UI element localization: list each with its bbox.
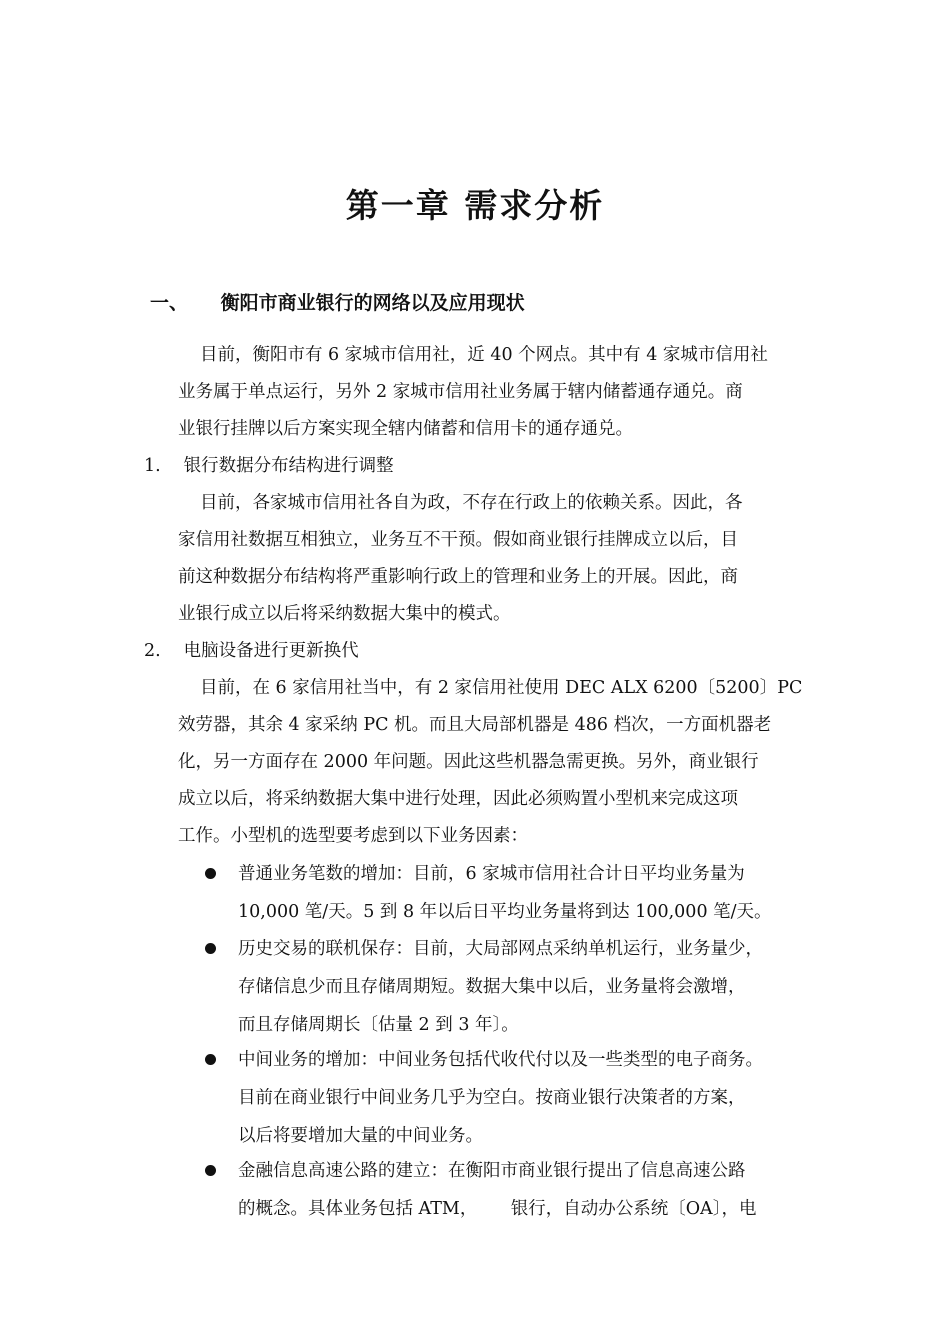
bullet-text: 普通业务笔数的增加：目前，6 家城市信用社合计日平均业务量为 (238, 864, 745, 884)
paragraph-line: 目前，各家城市信用社各自为政，不存在行政上的依赖关系。因此，各 (200, 493, 743, 513)
bullet-line: 的概念。具体业务包括 ATM， 银行，自动办公系统〔OA〕，电 (238, 1199, 757, 1219)
bullet-text: 历史交易的联机保存：目前，大局部网点采纳单机运行，业务量少， (238, 939, 763, 959)
paragraph-line: 工作。小型机的选型要考虑到以下业务因素： (178, 826, 528, 846)
item-number: 2. (144, 641, 161, 661)
bullet-line: 10,000 笔/天。5 到 8 年以后日平均业务量将到达 100,000 笔/天。 (238, 902, 772, 922)
bullet-item (202, 855, 822, 931)
paragraph-line: 业银行成立以后将采纳数据大集中的模式。 (178, 604, 511, 624)
paragraph-line: 业务属于单点运行，另外 2 家城市信用社业务属于辖内储蓄通存通兑。商 (178, 382, 743, 402)
item-title: 银行数据分布结构进行调整 (183, 456, 394, 476)
bullet-item (202, 1152, 822, 1228)
paragraph-line: 目前，在 6 家信用社当中，有 2 家信用社使用 DEC ALX 6200〔5200〕PC (200, 678, 803, 698)
bullet-item (202, 930, 822, 1044)
paragraph-line: 前这种数据分布结构将严重影响行政上的管理和业务上的开展。因此，商 (178, 567, 738, 587)
bullet-line (202, 1041, 822, 1079)
bullet-line: 以后将要增加大量的中间业务。 (238, 1126, 483, 1146)
bullet-dot-icon (205, 1165, 216, 1176)
item-1-paragraph (178, 485, 818, 633)
paragraph-line: 成立以后，将采纳数据大集中进行处理，因此必须购置小型机来完成这项 (178, 789, 738, 809)
bullet-line (202, 855, 822, 893)
paragraph-line: 效劳器，其余 4 家采纳 PC 机。而且大局部机器是 486 档次，一方面机器老 (178, 715, 772, 735)
paragraph-line: 业银行挂牌以后方案实现全辖内储蓄和信用卡的通存通兑。 (178, 419, 633, 439)
item-number: 1. (144, 456, 161, 476)
item-2-paragraph (178, 670, 818, 855)
bullet-line: 存储信息少而且存储周期短。数据大集中以后，业务量将会激增， (238, 977, 746, 997)
bullet-line (202, 1152, 822, 1190)
item-2-heading (144, 633, 359, 670)
bullet-dot-icon (205, 1054, 216, 1065)
intro-paragraph (178, 337, 818, 448)
bullet-dot-icon (205, 868, 216, 879)
chapter-title: 第一章 需求分析 (345, 186, 605, 225)
paragraph-line: 化，另一方面存在 2000 年问题。因此这些机器急需更换。另外，商业银行 (178, 752, 759, 772)
item-title: 电脑设备进行更新换代 (183, 641, 359, 661)
paragraph-line: 目前，衡阳市有 6 家城市信用社，近 40 个网点。其中有 4 家城市信用社 (200, 345, 768, 365)
section-heading (150, 288, 525, 315)
bullet-line (202, 930, 822, 968)
section-number: 一、 (150, 292, 189, 314)
paragraph-line: 家信用社数据互相独立，业务互不干预。假如商业银行挂牌成立以后，目 (178, 530, 738, 550)
bullet-text: 中间业务的增加：中间业务包括代收代付以及一些类型的电子商务。 (238, 1050, 763, 1070)
bullet-line: 目前在商业银行中间业务几乎为空白。按商业银行决策者的方案， (238, 1088, 746, 1108)
bullet-text: 金融信息高速公路的建立：在衡阳市商业银行提出了信息高速公路 (238, 1161, 746, 1181)
bullet-dot-icon (205, 943, 216, 954)
bullet-item (202, 1041, 822, 1155)
bullet-line: 而且存储周期长〔估量 2 到 3 年〕。 (238, 1015, 519, 1035)
item-1-heading (144, 448, 394, 485)
section-title: 衡阳市商业银行的网络以及应用现状 (220, 292, 525, 314)
